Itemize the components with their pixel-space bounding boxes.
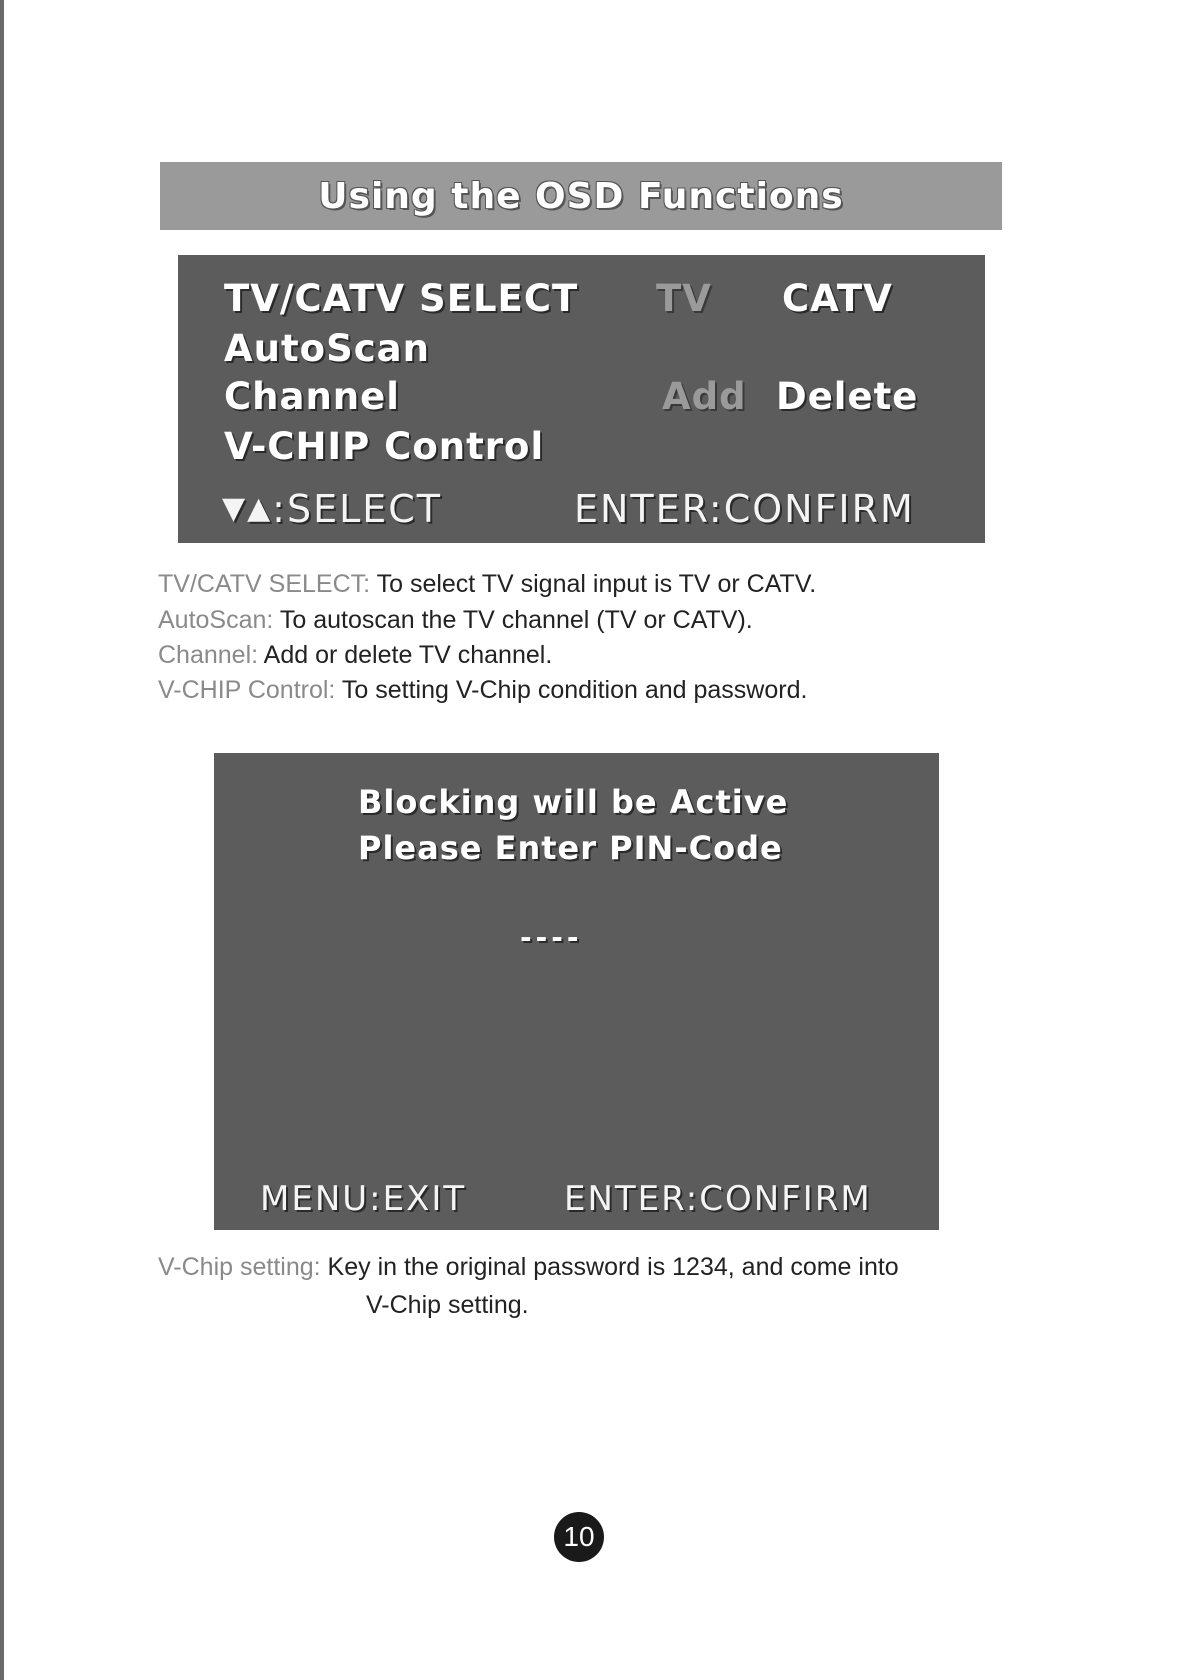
description-line: [158, 570, 816, 599]
description-text: Add or delete TV channel.: [258, 641, 553, 669]
menu-item-autoscan[interactable]: AutoScan: [224, 327, 430, 370]
footer-select-label: :SELECT: [272, 487, 443, 531]
vchip-note-line2: V-Chip setting.: [366, 1291, 529, 1319]
menu-item-vchip-control[interactable]: V-CHIP Control: [224, 425, 545, 468]
arrow-down-icon: ▼: [222, 491, 248, 526]
section-header: [160, 162, 1002, 230]
blocking-message: Blocking will be Active: [358, 783, 789, 821]
description-line: [158, 676, 807, 705]
option-delete[interactable]: Delete: [776, 375, 919, 418]
pin-dialog-panel: [214, 753, 939, 1230]
menu-item-tv-catv-select[interactable]: TV/CATV SELECT: [224, 277, 579, 320]
option-add[interactable]: Add: [662, 375, 747, 418]
description-term: Channel:: [158, 641, 259, 669]
pin-code-input[interactable]: ----: [520, 921, 583, 954]
footer-confirm-hint: ENTER:CONFIRM: [564, 1179, 872, 1219]
description-term: TV/CATV SELECT:: [158, 570, 371, 598]
description-line: [158, 641, 552, 670]
description-text: To autoscan the TV channel (TV or CATV).: [273, 606, 753, 634]
vchip-note-text: Key in the original password is 1234, and come into: [320, 1253, 899, 1281]
footer-exit-hint: MENU:EXIT: [260, 1179, 467, 1219]
footer-confirm-hint: ENTER:CONFIRM: [574, 487, 915, 531]
description-term: V-CHIP Control:: [158, 676, 336, 704]
vchip-note-line1: [158, 1253, 899, 1282]
option-catv[interactable]: CATV: [782, 277, 893, 320]
description-text: To select TV signal input is TV or CATV.: [370, 570, 817, 598]
option-tv[interactable]: TV: [656, 277, 712, 320]
menu-item-channel[interactable]: Channel: [224, 375, 400, 418]
enter-pin-message: Please Enter PIN-Code: [358, 829, 783, 867]
description-text: To setting V-Chip condition and password.: [335, 676, 808, 704]
footer-select-hint: [222, 487, 442, 531]
description-term: AutoScan:: [158, 606, 274, 634]
page-edge: [0, 0, 4, 1680]
page-number: 10: [554, 1512, 604, 1562]
description-line: [158, 606, 753, 635]
arrow-up-icon: ▲: [247, 491, 273, 526]
vchip-note-term: V-Chip setting:: [158, 1253, 321, 1281]
osd-menu-panel: [178, 255, 985, 543]
section-title: Using the OSD Functions: [318, 175, 844, 217]
